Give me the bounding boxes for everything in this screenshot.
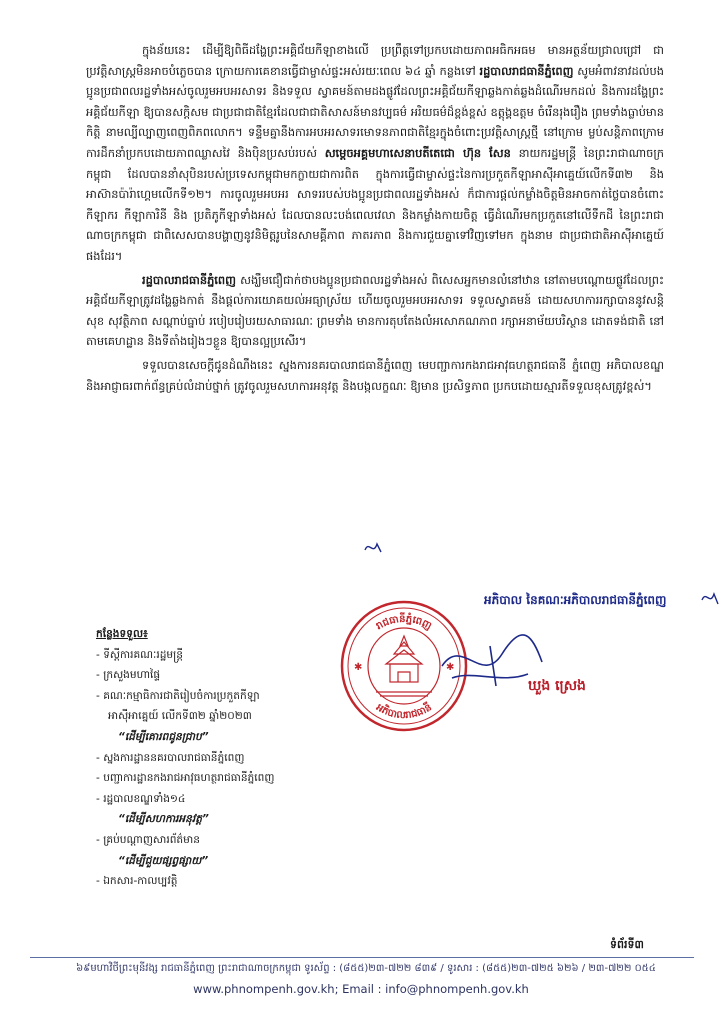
para-3-seg-0: ទទួលបានសេចក្ដីជូនដំណឹងនេះ ស្នងការនគរបាលរាជធានីភ្នំពេញ មេបញ្ជាការកងរាជអាវុធហត្ថរាជធានី ភ្នំពេញ អភិបាលខណ្ឌ និងអាជ្ញាធរពាក់ព័ន្ធគ្រប់លំដាប់ថ្នាក់ ត្រូវចូលរួមសហការអនុវត្ត និងបង្កលក្ខណៈ ឱ្យមាន ប្រសិទ្ធភាព ប្រកបដោយស្មារតីទទួលខុសត្រូវខ្ពស់។ [86,357,664,393]
list-item: - គណៈកម្មាធិការជាតិរៀបចំការប្រកួតកីឡា [96,689,260,702]
footer-address: ៦៩មហាវិថីព្រះមុនីវង្ស រាជធានីភ្នំពេញ ព្រះរាជាណាចក្រកម្ពុជា ទូរស័ព្ទ : (៨៥៥)២៣-៧២២ ៨៣៩ / ទូរសារ : (៨៥៥)២៣-៧២៥ ៦២៦ / ២៣-៧២២ ០៥៤ [76,963,656,974]
seal-bottom-text: អភិបាលរាជធានី [374,702,434,722]
signatory-title: អភិបាល នៃគណៈអភិបាលរាជធានីភ្នំពេញ [484,593,667,607]
list-item: - ឯកសារ-កាលប្បវត្តិ [96,875,178,888]
recipients-section-label: “ដើម្បីជួយផ្សព្វផ្សាយ” [118,854,209,867]
list-item: - គ្រប់បណ្ដាញសារព័ត៌មាន [96,833,200,846]
para-1-seg-0: ក្នុងន័យនេះ ដើម្បីឱ្យពិធីដង្ហែព្រះអគ្គិជ័យកីឡាខាងលើ ប្រព្រឹត្តទៅប្រកបដោយភាពអធិកអធម មានអត្ថន័យជ្រាលជ្រៅ ជាប្រវត្តិសាស្ត្រមិនអាចបំភ្លេចបាន ក្រោយការគេខានធ្វើជាម្ចាស់ផ្ទះអស់រយៈពេល ៦៤ ឆ្នាំ កន្លងទៅ [86,43,664,78]
para-2-seg-0: រដ្ឋបាលរាជធានីភ្នំពេញ [142,272,236,287]
recipients-section-label: “ដើម្បីគោរពជូនជ្រាប” [118,730,209,743]
initial-mark-icon [700,586,720,610]
paragraph-1 [86,40,664,267]
list-item: - រដ្ឋបាលខណ្ឌទាំង១៤ [96,792,186,805]
svg-text:✱: ✱ [354,662,363,673]
list-item: - ក្រសួងមហាផ្ទៃ [96,669,161,682]
list-item: - ទីស្ដីការគណៈរដ្ឋមន្ត្រី [96,648,184,661]
seal-top-text: រាជធានីភ្នំពេញ [374,613,434,633]
paragraph-3 [86,355,664,396]
footer-divider [30,957,694,958]
footer-web-email: www.phnompenh.gov.kh; Email : info@phnompenh.gov.kh [193,982,529,996]
recipients-list [96,624,436,892]
signatory-name: ឃួង ស្រេង [528,678,586,694]
list-item: - បញ្ជាការដ្ឋានកងរាជអាវុធហត្ថរាជធានីភ្នំពេញ [96,772,275,785]
page-number: ទំព័រទី៣ [610,938,644,951]
initial-mark-icon [363,538,383,558]
recipients-section-label: “ដើម្បីសហការអនុវត្ត” [118,813,209,826]
svg-text:✱: ✱ [446,662,455,673]
para-1-seg-4: នាយករដ្ឋមន្ត្រី នៃព្រះរាជាណាចក្រកម្ពុជា ដែលបាននាំសុបិនរបស់ប្រទេសកម្ពុជាមកក្លាយជាការពិត ក្នុងការធ្វើជាម្ចាស់ផ្ទះនៃការប្រកួតកីឡាអាស៊ីអាគ្នេយ៍លើកទី៣២ និងអាស៊ានប៉ារ៉ាហ្គេមលើកទី១២។ ការចូលរួមអបអរ សាទររបស់បងប្អូនប្រជាពលរដ្ឋទាំងអស់ ក៏ជាការផ្ដល់កម្លាំងចិត្តមិនអាចកាត់ថ្លៃបានចំពោះកីឡាករ កីឡាការិនី និង ប្រតិភូកីឡាទាំងអស់ ដែលបានលះបង់ពេលវេលា និងកម្លាំងកាយចិត្ត ធ្វើដំណើរមកប្រកួតនៅលើទឹកដី នៃព្រះរាជា ណាចក្រកម្ពុជា ជាពិសេសបានបង្ហាញនូវនិមិត្តរូបនៃសាមគ្គីភាព ភាតរភាព និងការជួយគ្នាទៅវិញទៅមក ក្នុងនាម ជាប្រជាជាតិអាស៊ីអាគ្នេយ៍ផងដែរ។ [86,145,664,263]
signature-scribble-icon [432,626,552,696]
para-2-seg-1: សង្ឃឹមជឿជាក់ថាបងប្អូនប្រជាពលរដ្ឋទាំងអស់ ពិសេសអ្នកមានលំនៅឋាន នៅតាមបណ្ដោយផ្លូវដែលព្រះអគ្គិជ័យកីឡាត្រូវដង្ហែឆ្លងកាត់ នឹងផ្ដល់ការយោគយល់អធ្យាស្រ័យ ហើយចូលរួមអបអរសាទរ ទទួលស្វាគមន៍ ដោយសហការរក្សាបាននូវសន្តិសុខ សុវត្ថិភាព សណ្ដាប់ធ្នាប់ របៀបរៀបរយសាធារណៈ ព្រមទាំង មានការតុបតែងលំអសោភណភាព រក្សាអនាម័យបរិស្ថាន ដោតទង់ជាតិ នៅតាមគេហដ្ឋាន និងទីតាំងរៀងៗខ្លួន ឱ្យបានល្អប្រសើរ។ [86,272,664,349]
para-1-seg-3: សម្ដេចអគ្គមហាសេនាបតីតេជោ ហ៊ុន សែន [324,145,511,160]
para-1-seg-2: សូមអំពាវនាវដល់បងប្អូនប្រជាពលរដ្ឋទាំងអស់ចូលរួមអបអរសាទរ និងទទួល ស្វាគមន៍តាមដងផ្លូវដែលព្រះអគ្គិជ័យកីឡាឆ្លងកាត់ឆ្លងដំណើរមកដល់ និងការដង្ហែព្រះអគ្គិជ័យកីឡា ឱ្យបានសក្ដិសម ជាប្រជាជាតិខ្មែរដែលជាជាតិសាសន៍មានវប្បធម៌ អរិយធម៌ដ៏ខ្ពង់ខ្ពស់ ឧត្តុង្គឧត្តម ចំរើនរុងរឿង ព្រមទាំងធ្លាប់មានកិត្តិ នាមល្បីល្បាញពេញពិភពលោក។ ទន្ទឹមគ្នានឹងការអបអរសាទរមោទនភាពជាតិខ្មែរក្នុងចំពោះប្រវត្តិសាស្ត្រថ្មី នៅក្រោម ម្លប់សន្តិភាពក្រោមការដឹកនាំប្រកបដោយភាពឈ្លាសវៃ និងប៉ិនប្រសប់របស់ [86,63,664,160]
letter-body [86,40,664,399]
para-1-seg-1: រដ្ឋបាលរាជធានីភ្នំពេញ [479,63,574,78]
list-item: - ស្នងការដ្ឋាននគរបាលរាជធានីភ្នំពេញ [96,751,245,764]
list-item: អាស៊ីអាគ្នេយ៍ លើកទី៣២ ឆ្នាំ២០២៣ [108,710,252,723]
paragraph-2 [86,270,664,352]
recipients-heading: កន្លែងទទួល៖ [96,628,148,640]
